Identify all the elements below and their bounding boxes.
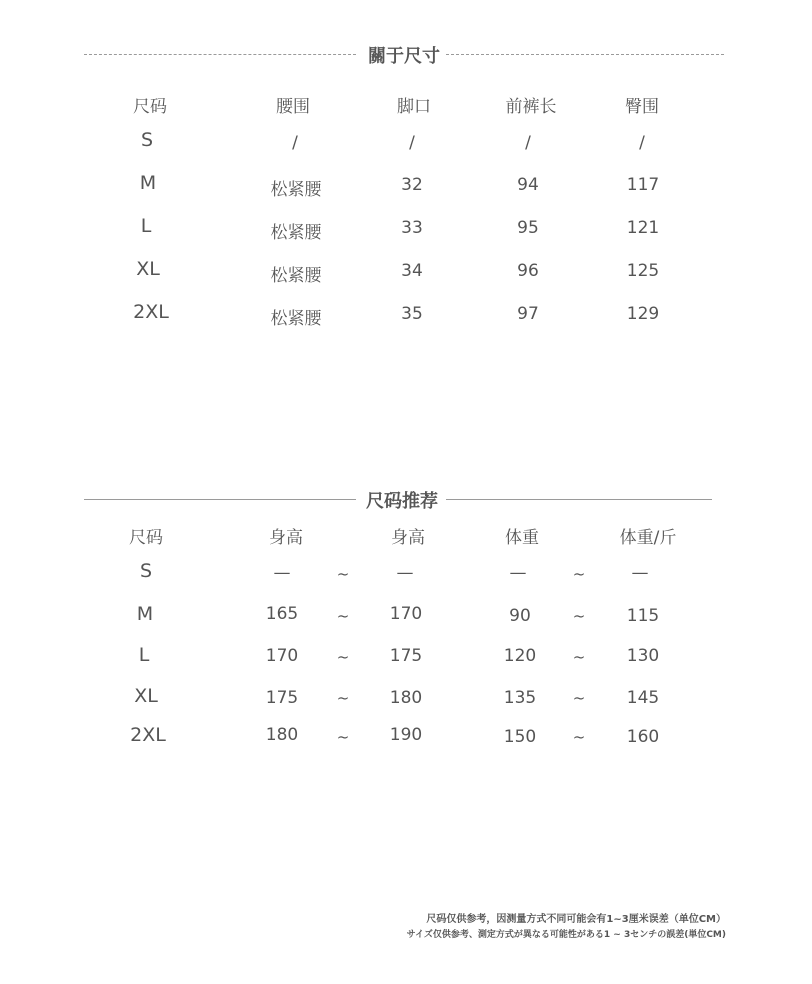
row-hem: 33 — [401, 218, 423, 238]
row-size: M — [136, 603, 154, 625]
row-height-min: 165 — [265, 604, 299, 624]
row-waist: 松紧腰 — [270, 223, 322, 243]
header-size: 尺码 — [133, 97, 167, 117]
row-size: L — [138, 644, 150, 666]
row-height-min: 170 — [265, 646, 299, 666]
row-weight-min: 120 — [503, 646, 537, 666]
row-size: S — [140, 129, 154, 151]
row-hip: 129 — [626, 304, 660, 324]
row-hip: / — [639, 133, 645, 153]
row-height-sep: ~ — [336, 648, 350, 666]
row-height-sep: ~ — [336, 565, 350, 583]
header-weight-min: 体重 — [505, 528, 539, 548]
row-length: 96 — [517, 261, 539, 281]
row-weight-sep: ~ — [572, 689, 586, 707]
row-hem: 32 — [401, 175, 423, 195]
header-length: 前裤长 — [505, 97, 557, 117]
row-hem: 34 — [401, 261, 423, 281]
header-hip: 臀围 — [625, 97, 659, 117]
row-height-sep: ~ — [336, 728, 350, 746]
row-weight-min: — — [509, 563, 527, 583]
row-height-max: 180 — [389, 688, 423, 708]
row-weight-min: 150 — [503, 727, 537, 747]
row-size: L — [140, 215, 152, 237]
size-recommend-title-bar — [84, 489, 724, 512]
measurement-note-jp: サイズ仅供参考、測定方式が異なる可能性がある1 ~ 3センチの誤差(単位CM) — [406, 930, 726, 940]
row-length: 95 — [517, 218, 539, 238]
size-info-title-bar — [84, 44, 724, 67]
row-weight-max: 115 — [626, 606, 660, 626]
row-weight-min: 135 — [503, 688, 537, 708]
row-height-sep: ~ — [336, 689, 350, 707]
row-height-min: 175 — [265, 688, 299, 708]
row-weight-max: 160 — [626, 727, 660, 747]
row-waist: 松紧腰 — [270, 309, 322, 329]
header-size: 尺码 — [129, 528, 163, 548]
row-height-min: — — [273, 563, 291, 583]
row-height-max: 175 — [389, 646, 423, 666]
row-size: XL — [134, 685, 158, 707]
row-hip: 121 — [626, 218, 660, 238]
header-weight-max: 体重/斤 — [619, 528, 677, 548]
row-length: / — [525, 133, 531, 153]
size-info-title: 關于尺寸 — [368, 46, 440, 67]
row-hem: 35 — [401, 304, 423, 324]
row-waist: / — [292, 133, 298, 153]
header-hem: 脚口 — [397, 97, 431, 117]
row-length: 94 — [517, 175, 539, 195]
header-height-max: 身高 — [391, 528, 425, 548]
row-height-sep: ~ — [336, 607, 350, 625]
row-weight-max: — — [631, 563, 649, 583]
measurement-note-cn: 尺码仅供参考，因测量方式不同可能会有1~3厘米误差（单位CM） — [426, 914, 726, 925]
header-waist: 腰围 — [276, 97, 310, 117]
row-size: S — [139, 560, 153, 582]
row-size: M — [139, 172, 157, 194]
row-size: 2XL — [133, 301, 169, 323]
row-weight-max: 145 — [626, 688, 660, 708]
row-hem: / — [409, 133, 415, 153]
row-length: 97 — [517, 304, 539, 324]
row-height-max: — — [396, 563, 414, 583]
row-weight-sep: ~ — [572, 565, 586, 583]
row-weight-min: 90 — [509, 606, 531, 626]
row-height-min: 180 — [265, 725, 299, 745]
row-weight-sep: ~ — [572, 607, 586, 625]
row-hip: 125 — [626, 261, 660, 281]
row-height-max: 170 — [389, 604, 423, 624]
row-size: XL — [136, 258, 160, 280]
row-waist: 松紧腰 — [270, 180, 322, 200]
row-weight-max: 130 — [626, 646, 660, 666]
row-height-max: 190 — [389, 725, 423, 745]
row-weight-sep: ~ — [572, 728, 586, 746]
row-hip: 117 — [626, 175, 660, 195]
size-recommend-title: 尺码推荐 — [366, 491, 438, 512]
row-size: 2XL — [130, 724, 166, 746]
row-waist: 松紧腰 — [270, 266, 322, 286]
row-weight-sep: ~ — [572, 648, 586, 666]
header-height-min: 身高 — [269, 528, 303, 548]
